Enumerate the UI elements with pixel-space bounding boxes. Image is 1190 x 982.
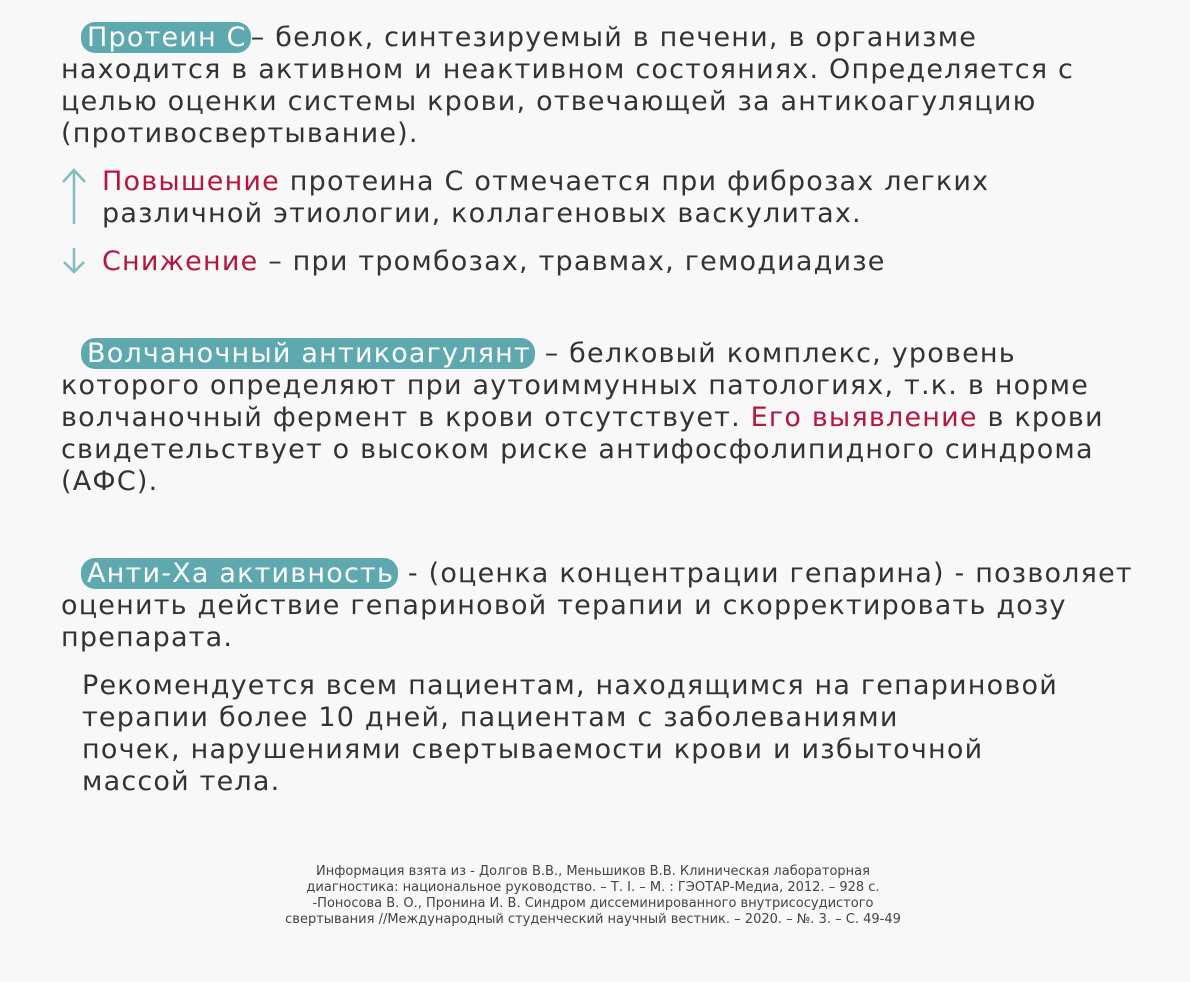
arrow-down-icon bbox=[61, 246, 87, 276]
protein-c-paragraph bbox=[61, 22, 1141, 150]
anti-xa-text: - (оценка концентрации гепарина) - позволяет оценить действие гепариновой терапии и скорректировать дозу препарата. bbox=[61, 558, 1133, 653]
recommendation-line: массой тела. bbox=[82, 766, 281, 797]
protein-c-tag: Протеин С bbox=[81, 22, 251, 53]
anti-xa-paragraph bbox=[61, 558, 1141, 654]
increase-text: протеина С отмечается при фиброзах легких различной этиологии, коллагеновых васкулитах. bbox=[102, 166, 990, 229]
recommendation-line: почек, нарушениями свертываемости крови и избыточной bbox=[82, 734, 984, 765]
lupus-accent: Его выявление bbox=[750, 402, 978, 433]
decrease-label: Снижение bbox=[102, 246, 259, 277]
footnote-line: Информация взята из - Долгов В.В., Меньшиков В.В. Клиническая лабораторная bbox=[316, 864, 870, 879]
source-footnote bbox=[200, 864, 986, 928]
lupus-text-2: в крови свидетельствует о высоком риске антифосфолипидного синдрома (АФС). bbox=[61, 402, 1104, 497]
anti-xa-recommendation bbox=[82, 670, 1142, 798]
recommendation-line: терапии более 10 дней, пациентам с заболеваниями bbox=[82, 702, 899, 733]
anti-xa-tag: Анти-Ха активность bbox=[81, 558, 398, 589]
protein-c-decrease bbox=[61, 246, 1141, 278]
protein-c-text: – белок, синтезируемый в печени, в организме находится в активном и неактивном состояниях. Определяется с целью оценки системы крови, отвечающей за антикоагуляцию (противосвертывание). bbox=[61, 22, 1075, 149]
lupus-tag: Волчаночный антикоагулянт bbox=[81, 338, 535, 369]
recommendation-line: Рекомендуется всем пациентам, находящимся на гепариновой bbox=[82, 670, 1058, 701]
footnote-line: диагностика: национальное руководство. – Т. I. – М. : ГЭОТАР-Медиа, 2012. – 928 с. bbox=[306, 880, 880, 895]
arrow-up-icon bbox=[61, 166, 87, 228]
footnote-line: -Поносова В. О., Пронина И. В. Синдром диссеминированного внутрисосудистого bbox=[312, 896, 874, 911]
footnote-line: свертывания //Международный студенческий научный вестник. – 2020. – №. 3. – С. 49-49 bbox=[285, 912, 901, 927]
lupus-paragraph bbox=[61, 338, 1141, 498]
increase-label: Повышение bbox=[102, 166, 280, 197]
lupus-text: – белковый комплекс, уровень которого определяют при аутоиммунных патологиях, т.к. в норме волчаночный фермент в крови отсутствует. bbox=[61, 338, 1090, 433]
protein-c-increase bbox=[61, 166, 1141, 230]
decrease-text: – при тромбозах, травмах, гемодиадизе bbox=[258, 246, 886, 277]
